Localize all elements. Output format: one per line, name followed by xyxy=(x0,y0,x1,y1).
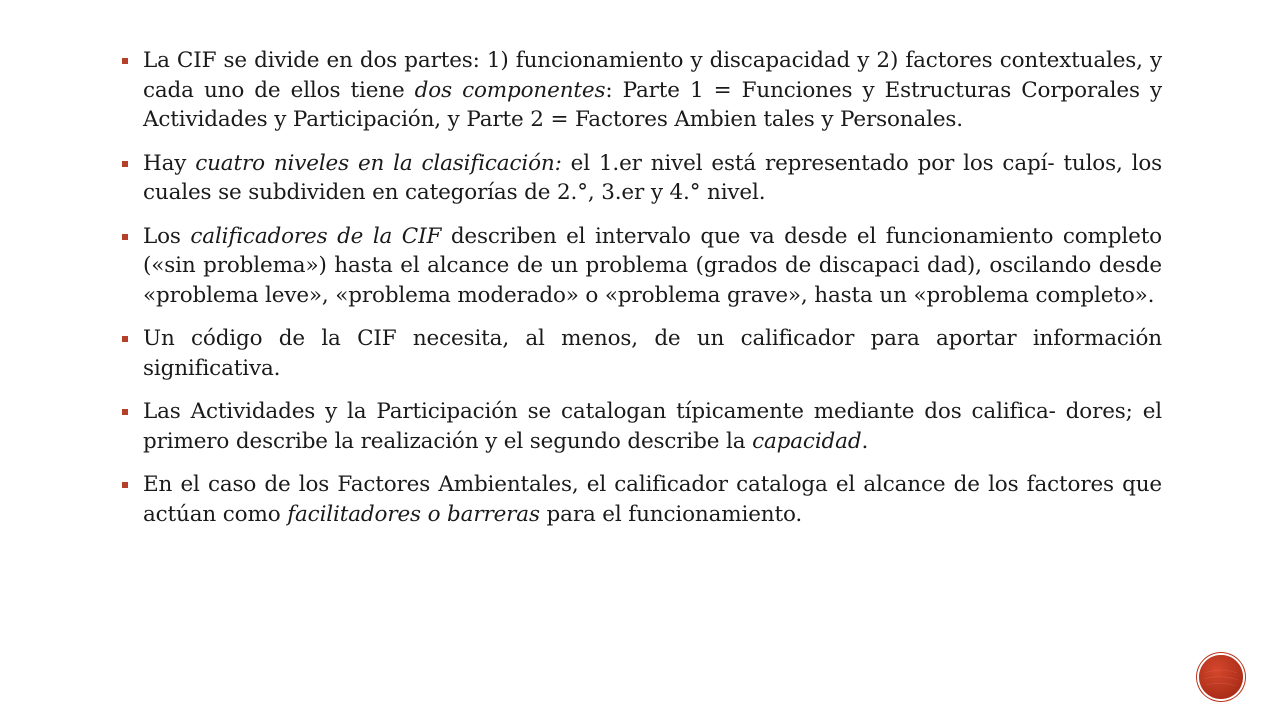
bullet-calificadores xyxy=(122,222,1162,311)
bullet-emphasis: calificadores de la CIF xyxy=(190,223,442,249)
bullet-text: . xyxy=(861,428,869,454)
square-bullet-icon xyxy=(122,336,128,342)
square-bullet-icon xyxy=(122,234,128,240)
bullet-text: Las Actividades y la Participación se catalogan típicamente mediante dos califica- dores; el primero describe la realización y el segundo describe la xyxy=(143,399,1162,454)
bullet-emphasis: capacidad xyxy=(752,428,862,454)
page-number-circle-icon xyxy=(1199,655,1243,699)
bullet-text: Hay xyxy=(143,150,196,176)
bullet-factores-ambientales xyxy=(122,470,1162,529)
bullet-text: para el funcionamiento. xyxy=(539,501,803,527)
bullet-emphasis: facilitadores o barreras xyxy=(287,501,540,527)
bullet-text: describen el intervalo que va desde el funcionamiento completo («sin problema») hasta el alcance de un problema (grados de discapaci dad), oscilando desde «problema leve», «problema moderado» o «problema grave», hasta un «problema completo». xyxy=(143,223,1162,308)
bullet-text: el 1.er nivel está representado por los capí- tulos, los cuales se subdividen en categorías de 2.°, 3.er y 4.° nivel. xyxy=(143,150,1163,205)
bullet-emphasis: dos componentes xyxy=(414,77,606,103)
square-bullet-icon xyxy=(122,482,128,488)
bullet-list xyxy=(122,46,1162,543)
bullet-codigo xyxy=(122,324,1162,383)
bullet-niveles xyxy=(122,149,1162,208)
square-bullet-icon xyxy=(122,161,128,167)
bullet-text: La CIF se divide en dos partes: 1) funcionamiento y discapacidad y 2) factores contextuales, y cada uno de ellos tiene xyxy=(143,48,1162,103)
bullet-text: En el caso de los Factores Ambientales, el calificador cataloga el alcance de los factores que actúan como xyxy=(143,472,1162,527)
square-bullet-icon xyxy=(122,409,128,415)
square-bullet-icon xyxy=(122,58,128,64)
circle-texture-icon xyxy=(1199,655,1243,699)
bullet-emphasis: cuatro niveles en la clasificación: xyxy=(195,150,562,176)
bullet-cif-partes xyxy=(122,46,1162,135)
bullet-text: Los xyxy=(143,223,191,249)
bullet-text: : Parte 1 = Funciones y Estructuras Corporales y Actividades y Participación, y Parte 2 = Factores Ambien tales y Personales. xyxy=(143,77,1162,132)
bullet-actividades xyxy=(122,397,1162,456)
bullet-text: Un código de la CIF necesita, al menos, de un calificador para aportar información significativa. xyxy=(143,326,1162,381)
